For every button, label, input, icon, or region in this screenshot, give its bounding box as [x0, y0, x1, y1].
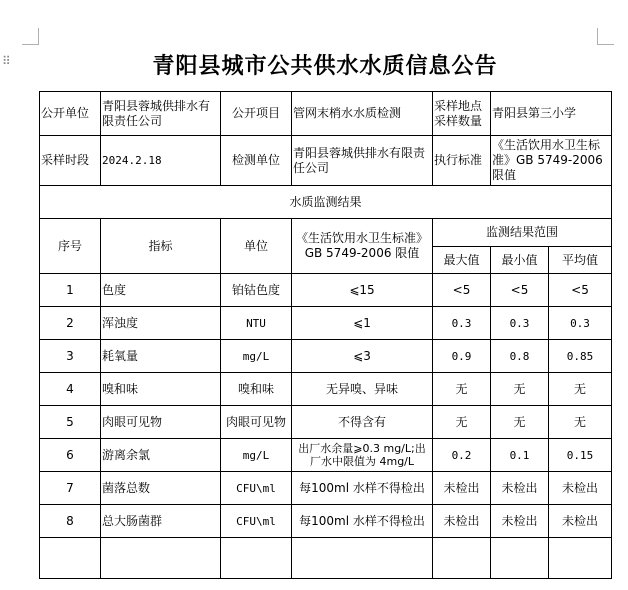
row-limit: ⩽3: [292, 340, 433, 373]
row-no: 6: [40, 439, 101, 472]
row-unit: 肉眼可见物: [221, 406, 292, 439]
info-row: [40, 92, 612, 136]
row-unit: CFU\ml: [221, 505, 292, 538]
row-min: 无: [491, 406, 549, 439]
section-title: 水质监测结果: [40, 186, 612, 219]
standard-label: 执行标准: [433, 136, 491, 186]
row-indicator: 色度: [101, 274, 221, 307]
row-min: 未检出: [491, 505, 549, 538]
publisher-value: 青阳县蓉城供排水有限责任公司: [101, 92, 221, 136]
row-max: 未检出: [433, 505, 491, 538]
row-max: 无: [433, 373, 491, 406]
empty-cell: [433, 538, 491, 579]
empty-cell: [491, 538, 549, 579]
row-unit: CFU\ml: [221, 472, 292, 505]
row-max: 0.9: [433, 340, 491, 373]
empty-cell: [101, 538, 221, 579]
table-row: [40, 274, 612, 307]
row-avg: 未检出: [549, 472, 612, 505]
row-limit: 不得含有: [292, 406, 433, 439]
row-limit: ⩽1: [292, 307, 433, 340]
row-unit: 嗅和味: [221, 373, 292, 406]
row-max: 0.3: [433, 307, 491, 340]
empty-cell: [292, 538, 433, 579]
table-row: [40, 307, 612, 340]
row-limit: 无异嗅、异味: [292, 373, 433, 406]
row-indicator: 耗氧量: [101, 340, 221, 373]
time-label: 采样时段: [40, 136, 101, 186]
lab-value: 青阳县蓉城供排水有限责任公司: [292, 136, 433, 186]
standard-value: 《生活饮用水卫生标准》GB 5749-2006 限值: [491, 136, 612, 186]
empty-cell: [549, 538, 612, 579]
row-unit: mg/L: [221, 439, 292, 472]
row-indicator: 嗅和味: [101, 373, 221, 406]
row-avg: 0.85: [549, 340, 612, 373]
header-indicator: 指标: [101, 219, 221, 274]
row-indicator: 总大肠菌群: [101, 505, 221, 538]
row-unit: 铂钴色度: [221, 274, 292, 307]
table-row: [40, 340, 612, 373]
row-no: 2: [40, 307, 101, 340]
row-unit: mg/L: [221, 340, 292, 373]
row-max: 0.2: [433, 439, 491, 472]
table-row: [40, 406, 612, 439]
header-limit: 《生活饮用水卫生标准》GB 5749-2006 限值: [292, 219, 433, 274]
time-value: 2024.2.18: [101, 136, 221, 186]
row-limit: 每100ml 水样不得检出: [292, 472, 433, 505]
row-max: <5: [433, 274, 491, 307]
lab-label: 检测单位: [221, 136, 292, 186]
header-row: [40, 219, 612, 247]
row-min: <5: [491, 274, 549, 307]
row-limit: 出厂水余量⩾0.3 mg/L;出厂水中限值为 4mg/L: [292, 439, 433, 472]
row-indicator: 肉眼可见物: [101, 406, 221, 439]
table-row: [40, 439, 612, 472]
item-label: 公开项目: [221, 92, 292, 136]
page-corner-marker: [22, 28, 39, 45]
item-value: 管网末梢水水质检测: [292, 92, 433, 136]
row-avg: 0.15: [549, 439, 612, 472]
row-min: 0.8: [491, 340, 549, 373]
row-no: 7: [40, 472, 101, 505]
header-range: 监测结果范围: [433, 219, 612, 247]
table-move-handle-icon[interactable]: ⠿: [2, 54, 10, 68]
header-unit: 单位: [221, 219, 292, 274]
section-title-row: [40, 186, 612, 219]
empty-cell: [40, 538, 101, 579]
header-avg: 平均值: [549, 247, 612, 274]
table-row: [40, 505, 612, 538]
header-min: 最小值: [491, 247, 549, 274]
row-min: 无: [491, 373, 549, 406]
header-no: 序号: [40, 219, 101, 274]
row-min: 0.3: [491, 307, 549, 340]
row-no: 3: [40, 340, 101, 373]
table-row: [40, 373, 612, 406]
row-avg: 0.3: [549, 307, 612, 340]
row-indicator: 游离余氯: [101, 439, 221, 472]
header-max: 最大值: [433, 247, 491, 274]
site-label: 采样地点采样数量: [433, 92, 491, 136]
row-indicator: 浑浊度: [101, 307, 221, 340]
site-value: 青阳县第三小学: [491, 92, 612, 136]
row-no: 1: [40, 274, 101, 307]
row-limit: 每100ml 水样不得检出: [292, 505, 433, 538]
row-limit: ⩽15: [292, 274, 433, 307]
row-indicator: 菌落总数: [101, 472, 221, 505]
page-corner-marker: [597, 28, 614, 45]
publisher-label: 公开单位: [40, 92, 101, 136]
row-min: 0.1: [491, 439, 549, 472]
info-row: [40, 136, 612, 186]
empty-cell: [221, 538, 292, 579]
row-no: 4: [40, 373, 101, 406]
row-avg: <5: [549, 274, 612, 307]
row-no: 5: [40, 406, 101, 439]
row-min: 未检出: [491, 472, 549, 505]
document-title: 青阳县城市公共供水水质信息公告: [152, 54, 498, 79]
row-avg: 无: [549, 373, 612, 406]
row-avg: 未检出: [549, 505, 612, 538]
table-row-empty: [40, 538, 612, 579]
row-max: 无: [433, 406, 491, 439]
row-no: 8: [40, 505, 101, 538]
water-quality-table: [39, 91, 612, 579]
table-row: [40, 472, 612, 505]
row-avg: 无: [549, 406, 612, 439]
row-unit: NTU: [221, 307, 292, 340]
row-max: 未检出: [433, 472, 491, 505]
